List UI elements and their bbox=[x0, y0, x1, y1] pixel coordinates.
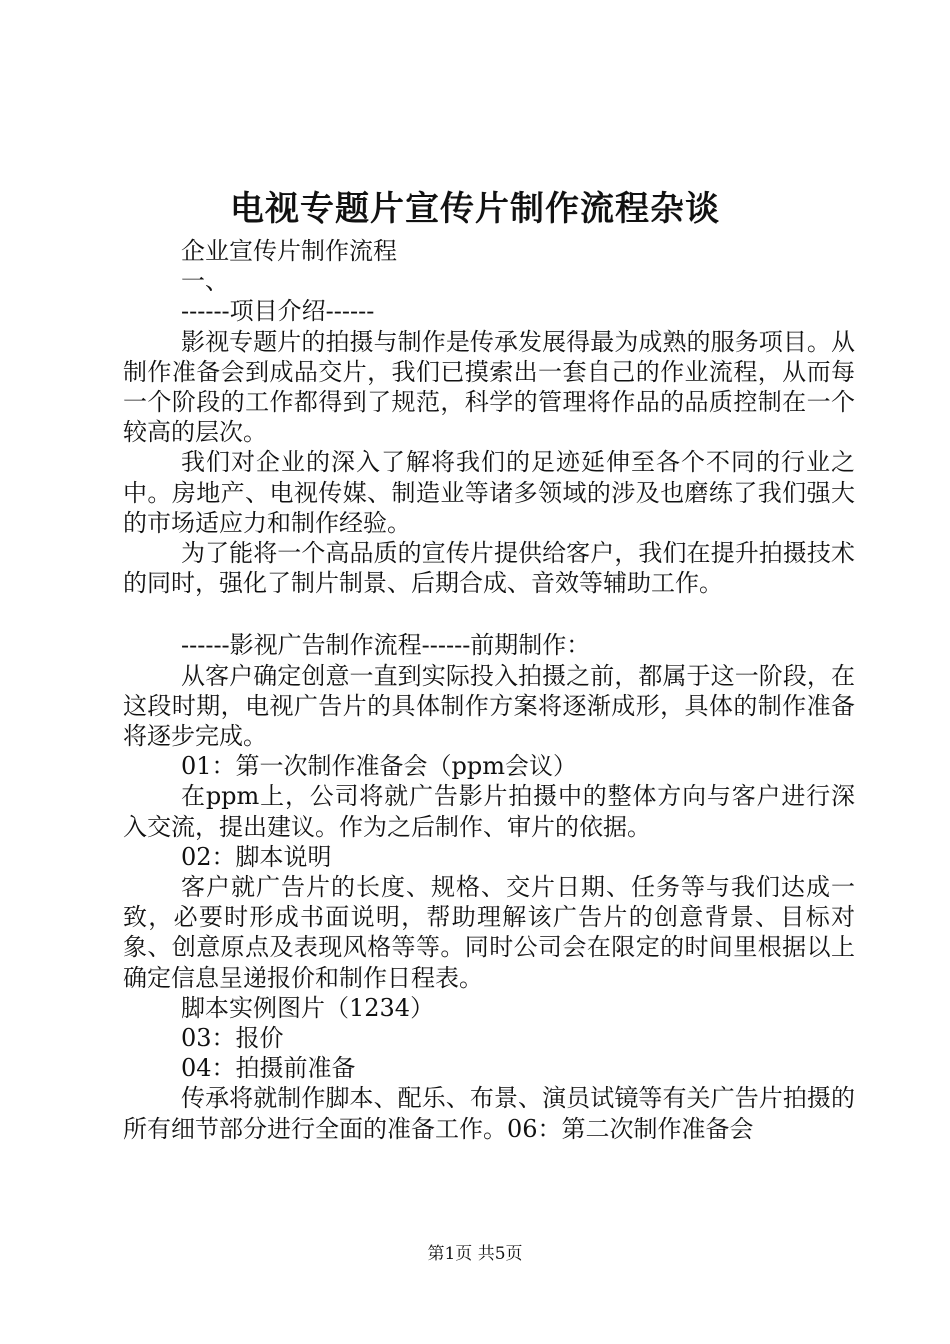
subtitle-line: 企业宣传片制作流程 bbox=[181, 237, 397, 265]
document-body bbox=[123, 236, 855, 1144]
paragraph: 传承将就制作脚本、配乐、布景、演员试镜等有关广告片拍摄的所有细节部分进行全面的准备工作。06：第二次制作准备会 bbox=[123, 1084, 855, 1143]
step-heading: 02：脚本说明 bbox=[181, 842, 332, 871]
document-title: 电视专题片宣传片制作流程杂谈 bbox=[230, 189, 720, 229]
paragraph: 我们对企业的深入了解将我们的足迹延伸至各个不同的行业之中。房地产、电视传媒、制造业等诸多领域的涉及也磨练了我们强大的市场适应力和制作经验。 bbox=[123, 448, 855, 537]
section-heading-ad-process: ------影视广告制作流程------前期制作： bbox=[181, 631, 591, 660]
paragraph: 影视专题片的拍摄与制作是传承发展得最为成熟的服务项目。从制作准备会到成品交片，我们已摸索出一套自己的作业流程，从而每一个阶段的工作都得到了规范，科学的管理将作品的品质控制在一个较高的层次。 bbox=[123, 327, 855, 447]
step-heading: 04：拍摄前准备 bbox=[181, 1054, 356, 1083]
image-caption: 脚本实例图片（1234） bbox=[181, 993, 435, 1022]
paragraph: 在ppm上，公司将就广告影片拍摄中的整体方向与客户进行深入交流，提出建议。作为之后制作、审片的依据。 bbox=[123, 782, 855, 841]
blank-line bbox=[123, 598, 855, 630]
page-footer: 第1页 共5页 bbox=[427, 1244, 523, 1264]
step-heading: 03：报价 bbox=[181, 1024, 284, 1053]
paragraph: 为了能将一个高品质的宣传片提供给客户，我们在提升拍摄技术的同时，强化了制片制景、后期合成、音效等辅助工作。 bbox=[123, 539, 855, 598]
paragraph: 客户就广告片的长度、规格、交片日期、任务等与我们达成一致，必要时形成书面说明，帮助理解该广告片的创意背景、目标对象、创意原点及表现风格等等。同时公司会在限定的时间里根据以上确定信息呈递报价和制作日程表。 bbox=[123, 873, 855, 992]
section-number: 一、 bbox=[181, 267, 229, 296]
paragraph: 从客户确定创意一直到实际投入拍摄之前，都属于这一阶段，在这段时期，电视广告片的具体制作方案将逐渐成形，具体的制作准备将逐步完成。 bbox=[123, 661, 855, 751]
step-heading: 01：第一次制作准备会（ppm会议） bbox=[181, 752, 578, 781]
section-heading-project-intro: ------项目介绍------ bbox=[181, 297, 375, 326]
